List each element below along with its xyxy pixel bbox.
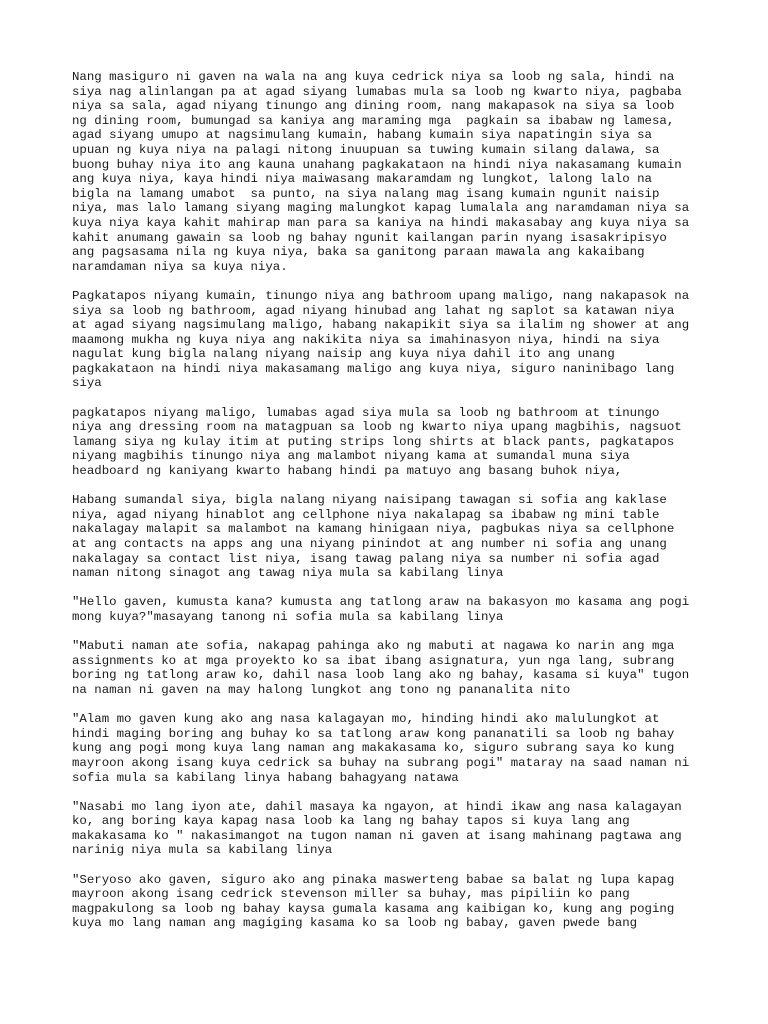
text-line: niya sa sala, agad niyang tinungo ang dining room, nang makapasok na siya sa loob [72, 99, 675, 114]
text-line: "Alam mo gaven kung ako ang nasa kalagayan mo, hinding hindi ako malulungkot at [72, 712, 660, 727]
paragraph [72, 595, 732, 624]
paragraph [72, 873, 732, 931]
paragraph [72, 406, 732, 479]
text-line: "Mabuti naman ate sofia, nakapag pahinga ako ng mabuti at nagawa ko narin ang mga [72, 639, 675, 654]
text-line: Nang masiguro ni gaven na wala na ang kuya cedrick niya sa loob ng sala, hindi na [72, 70, 675, 84]
paragraph [72, 289, 732, 391]
text-line: kung ang pogi mong kuya lang naman ang makakasama ko, siguro subrang saya ko kung [72, 741, 675, 756]
text-line: na naman ni gaven na may halong lungkot ang tono ng pananalita nito [72, 682, 571, 697]
text-line: siya nag alinlangan pa at agad siyang lumabas mula sa loob ng kwarto niya, pagbaba [72, 84, 682, 99]
text-line: agad siyang umupo at nagsimulang kumain, habang kumain siya napatingin siya sa [72, 128, 652, 143]
text-line: "Seryoso ako gaven, siguro ako ang pinaka maswerteng babae sa balat ng lupa kapag [72, 872, 675, 887]
text-line: mong kuya?"masayang tanong ni sofia mula sa kabilang linya [72, 609, 504, 624]
paragraph [72, 493, 732, 581]
text-line: ng dining room, bumungad sa kaniya ang maraming mga pagkain sa ibabaw ng lamesa, [72, 113, 675, 128]
text-line: sofia mula sa kabilang linya habang bahagyang natawa [72, 770, 459, 785]
text-line: makakasama ko " nakasimangot na tugon naman ni gaven at isang mahinang pagtawa ang [72, 828, 682, 843]
text-line: kuya niya kaya kahit mahirap man para sa kaniya na hindi makasabay ang kuya niya sa [72, 215, 690, 230]
text-line: maamong mukha ng kuya niya ang nakikita niya sa imahinasyon niya, hindi na siya [72, 332, 660, 347]
text-line: at ang contacts na apps ang una niyang pinindot at ang number ni sofia ang unang [72, 537, 667, 551]
paragraph [72, 800, 732, 858]
text-line: nakalagay malapit sa malambot na kamang hinigaan niya, pagbukas niya sa cellphone [72, 522, 675, 537]
text-line: naramdaman niya sa kuya niya. [72, 259, 288, 274]
text-line: naman nitong sinagot ang tawag niya mula sa kabilang linya [72, 566, 504, 581]
text-line: niya, agad niyang hinablot ang cellphone niya nakalapag sa ibabaw ng mini table [72, 507, 660, 522]
text-line: ko, ang boring kaya kapag nasa loob ka lang ng bahay tapos si kuya lang ang [72, 814, 630, 829]
text-line: ang kuya niya, kaya hindi niya maiwasang makaramdam ng lungkot, lalong lalo na [72, 172, 652, 187]
text-line: nakalagay sa contact list niya, isang tawag palang niya sa number ni sofia agad [72, 551, 660, 566]
text-line: ang pagsasama nila ng kuya niya, baka sa ganitong paraan mawala ang kakaibang [72, 245, 645, 260]
text-line: bigla na lamang umabot sa punto, na siya nalang mag isang kumain ngunit naisip [72, 186, 660, 201]
text-line: pagkatapos niyang maligo, lumabas agad siya mula sa loob ng bathroom at tinungo [72, 405, 660, 420]
text-line: headboard ng kaniyang kwarto habang hindi pa matuyo ang basang buhok niya, [72, 464, 623, 479]
text-line: boring ng tatlong araw ko, dahil nasa loob lang ako ng bahay, kasama si kuya" tugon [72, 668, 690, 683]
text-line: kuya mo lang naman ang magiging kasama ko sa loob ng babay, gaven pwede bang [72, 916, 638, 931]
text-line: "Hello gaven, kumusta kana? kumusta ang tatlong araw na bakasyon mo kasama ang pogi [72, 595, 690, 610]
text-line: hindi maging boring ang buhay ko sa tatlong araw kong pananatili sa loob ng bahay [72, 726, 675, 741]
text-line: mayroon akong isang cedrick stevenson miller sa buhay, mas pipiliin ko pang [72, 887, 630, 902]
text-line: buong buhay niya ito ang kauna unahang pagkakataon na hindi niya nakasamang kumain [72, 157, 682, 172]
text-line: niya ang dressing room na matagpuan sa loob ng kwarto niya upang magbihis, nagsuot [72, 420, 682, 435]
text-line: "Nasabi mo lang iyon ate, dahil masaya ka ngayon, at hindi ikaw ang nasa kalagayan [72, 799, 682, 814]
text-line: kahit anumang gawain sa loob ng bahay ngunit kailangan parin nyang isasakripisyo [72, 230, 667, 245]
paragraph [72, 70, 732, 274]
text-line: assignments ko at mga proyekto ko sa ibat ibang asignatura, yun nga lang, subrang [72, 653, 675, 668]
paragraph [72, 639, 732, 697]
text-line: Habang sumandal siya, bigla nalang niyang naisipang tawagan si sofia ang kaklase [72, 493, 667, 508]
text-line: siya [72, 376, 102, 391]
text-line: narinig niya mula sa kabilang linya [72, 843, 333, 858]
text-line: mayroon akong isang kuya cedrick sa buhay na subrang pogi" mataray na saad naman ni [72, 755, 690, 770]
text-line: nagulat kung bigla nalang niyang naisip ang kuya niya dahil ito ang unang [72, 347, 615, 362]
text-line: upuan ng kuya niya na palagi nitong inuupuan sa tuwing kumain silang dalawa, sa [72, 142, 660, 157]
text-line: Pagkatapos niyang kumain, tinungo niya ang bathroom upang maligo, nang nakapasok na [72, 288, 690, 303]
text-line: lamang siya ng kulay itim at puting strips long shirts at black pants, pagkatapos [72, 434, 675, 449]
text-line: niya, mas lalo lamang siyang maging malungkot kapag lumalala ang naramdaman niya sa [72, 201, 690, 216]
text-line: magpakulong sa loob ng bahay kaysa gumala kasama ang kaibigan ko, kung ang poging [72, 901, 675, 916]
text-line: niyang magbihis tinungo niya ang malambot niyang kama at sumandal muna siya [72, 449, 630, 464]
text-line: pagkakataon na hindi niya makasamang maligo ang kuya niya, siguro naninibago lang [72, 361, 675, 376]
document-page [72, 70, 732, 946]
text-line: at agad siyang nagsimulang maligo, habang nakapikit siya sa ilalim ng shower at ang [72, 318, 690, 333]
paragraph [72, 712, 732, 785]
text-line: siya sa loob ng bathroom, agad niyang hinubad ang lahat ng saplot sa katawan niya [72, 303, 675, 318]
